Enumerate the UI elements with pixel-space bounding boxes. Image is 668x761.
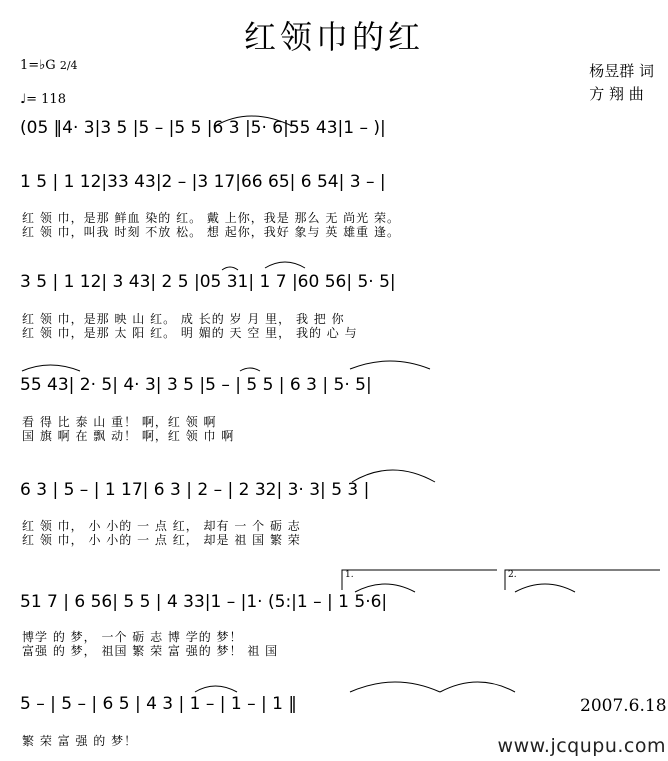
lyric-verse-1: 红 领 巾，是那 映 山 红。 成 长的 岁 月 里， 我 把 你: [22, 312, 345, 326]
credits: [589, 60, 654, 106]
notation-line: 3 5 | 1 12| 3 43| 2 5 |05 31| 1 7 |60 56| 5· 5|: [20, 272, 396, 292]
song-title: 红领巾的红: [243, 18, 424, 56]
notation-line: 6 3 | 5 – | 1 17| 6 3 | 2 – | 2 32| 3· 3| 5 3 |: [20, 480, 370, 500]
lyric-verse-2: 富强 的 梦， 祖国 繁 荣 富 强的 梦！ 祖 国: [22, 644, 279, 658]
notation-line: 1 5 | 1 12|33 43|2 – |3 17|66 65| 6 54| 3 – |: [20, 172, 386, 192]
staff-row-2: [0, 272, 668, 342]
staff-row-intro: [0, 118, 668, 158]
notation-line: 55 43| 2· 5| 4· 3| 3 5 |5 – | 5 5 | 6 3 | 5· 5|: [20, 375, 372, 395]
lyric-verse-1: 红 领 巾，是那 鲜血 染的 红。 戴 上你，我是 那么 无 尚光 荣。: [22, 211, 400, 225]
lyric-verse-1: 红 领 巾， 小 小的 一 点 红， 却有 一 个 砺 志: [22, 519, 301, 533]
notation-line: 5 – | 5 – | 6 5 | 4 3 | 1 – | 1 – | 1 ‖: [20, 694, 297, 714]
staff-row-4: [0, 480, 668, 550]
time-signature: 2/4: [59, 59, 78, 72]
volta-first-ending: 1.: [345, 570, 354, 580]
volta-second-ending: 2.: [508, 570, 517, 580]
lyric-verse-2: 红 领 巾，叫我 时刻 不放 松。 想 起你，我好 象与 英 雄重 逢。: [22, 225, 400, 239]
staff-row-3: [0, 375, 668, 445]
lyric-verse-2: 国 旗 啊 在 飘 动！ 啊，红 领 巾 啊: [22, 429, 235, 443]
key-signature: [20, 58, 78, 73]
site-watermark: www.jcqupu.com: [497, 735, 666, 757]
tempo-mark: ♩= 118: [20, 92, 66, 107]
lyricist-credit: 杨昱群 词: [589, 62, 654, 80]
notation-line: (05 ‖4· 3|3 5 |5 – |5 5 |6 3 |5· 6|55 43|1 – )|: [20, 118, 386, 138]
lyric-verse-1: 博学 的 梦， 一个 砺 志 博 学的 梦！: [22, 630, 243, 644]
notation-line: 51 7 | 6 56| 5 5 | 4 33|1 – |1· (5:|1 – | 1 5·6|: [20, 592, 388, 612]
lyric-verse-2: 红 领 巾，是那 太 阳 红。 明 媚的 天 空 里， 我的 心 与: [22, 326, 358, 340]
lyric-verse-1: 看 得 比 泰 山 重！ 啊，红 领 啊: [22, 415, 217, 429]
staff-row-5: [0, 570, 668, 662]
lyric-verse-1: 繁 荣 富 强 的 梦！: [22, 734, 138, 748]
lyric-verse-2: 红 领 巾， 小 小的 一 点 红， 却是 祖 国 繁 荣: [22, 533, 301, 547]
composition-date: 2007.6.18: [580, 696, 667, 716]
composer-credit: 方 翔 曲: [589, 85, 644, 103]
key-text: 1=♭G: [20, 58, 56, 73]
staff-row-1: [0, 172, 668, 242]
